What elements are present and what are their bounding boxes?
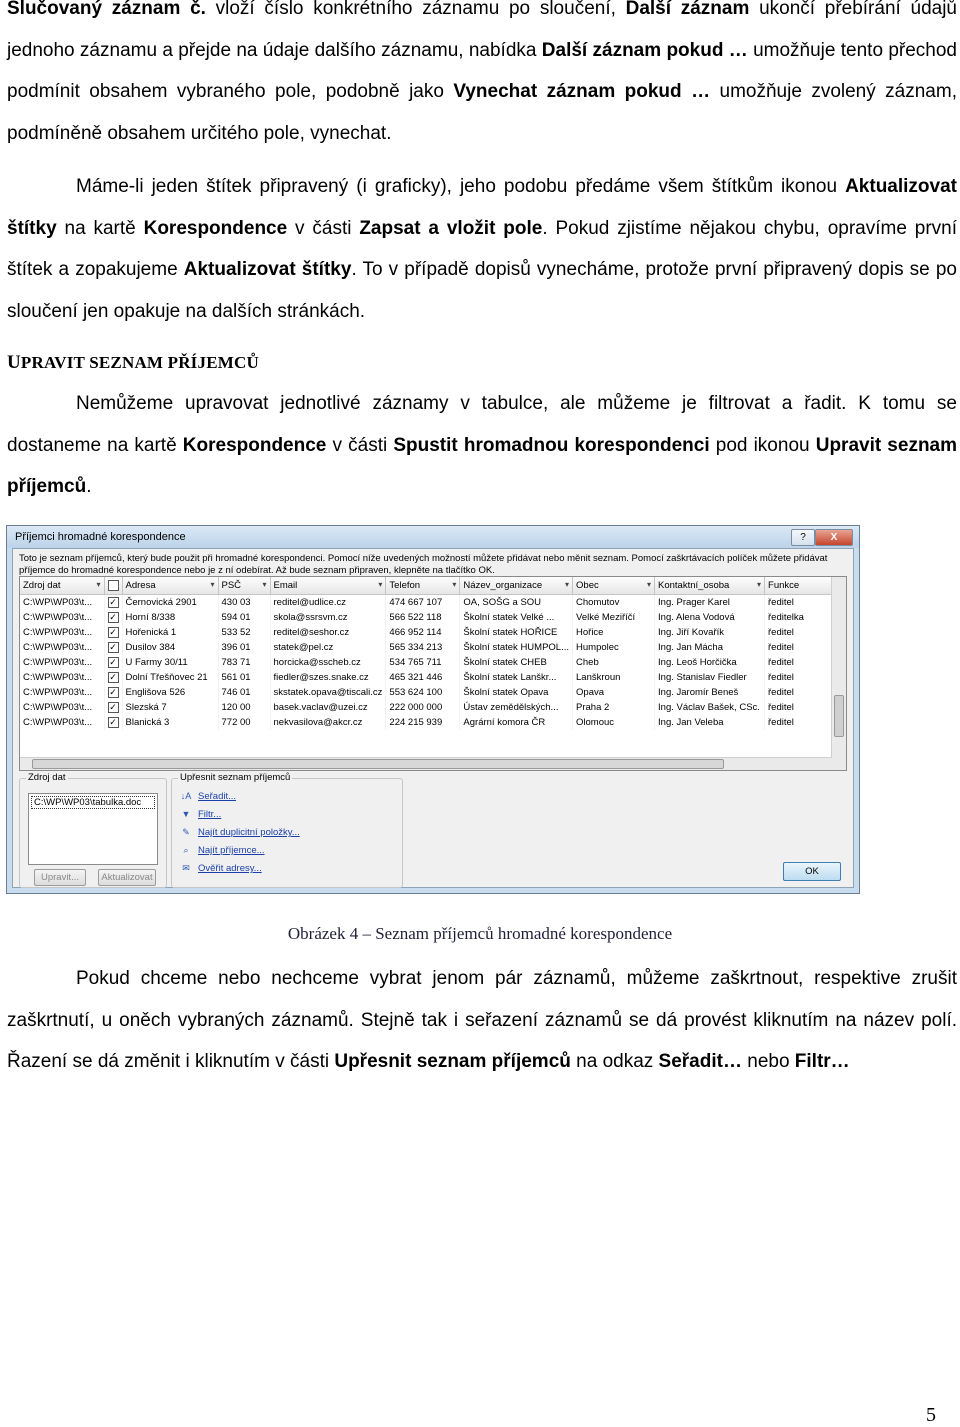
column-header[interactable]: Telefon ▾ — [386, 577, 460, 595]
row-checkbox[interactable]: ✓ — [109, 596, 117, 607]
refine-list-group — [171, 772, 403, 888]
table-cell: C:\WP\WP03\t... — [20, 670, 104, 685]
table-cell: ředitel — [765, 670, 842, 685]
table-cell: skstatek.opava@tiscali.cz — [270, 685, 386, 700]
data-source-list[interactable] — [28, 793, 158, 865]
filter-icon: ▼ — [181, 809, 191, 819]
table-cell: Ing. Jan Mácha — [655, 640, 765, 655]
validate-address-icon: ✉ — [182, 863, 190, 873]
select-all-header[interactable] — [104, 577, 122, 595]
table-cell: Školní statek CHEB — [460, 655, 573, 670]
table-row[interactable] — [20, 685, 842, 700]
table-row[interactable] — [20, 715, 842, 730]
table-cell: fiedler@szes.snake.cz — [270, 670, 386, 685]
table-cell: Ing. Alena Vodová — [655, 610, 765, 625]
table-cell: C:\WP\WP03\t... — [20, 700, 104, 715]
table-cell: Ing. Jiří Kovařík — [655, 625, 765, 640]
column-header[interactable]: Obec ▾ — [573, 577, 655, 595]
row-checkbox[interactable]: ✓ — [109, 701, 117, 712]
data-source-item[interactable]: C:\WP\WP03\tabulka.doc — [31, 796, 155, 809]
chevron-down-icon[interactable]: ▾ — [378, 580, 383, 589]
row-checkbox[interactable]: ✓ — [109, 626, 117, 637]
column-header[interactable]: Email ▾ — [270, 577, 386, 595]
table-cell: Dolní Třešňovec 21 — [122, 670, 218, 685]
checkbox-cell[interactable] — [104, 685, 122, 700]
table-cell: Horní 8/338 — [122, 610, 218, 625]
chevron-down-icon[interactable]: ▾ — [647, 580, 652, 589]
table-cell: C:\WP\WP03\t... — [20, 595, 104, 611]
table-row[interactable] — [20, 655, 842, 670]
section-heading: UPRAVIT SEZNAM PŘÍJEMCŮ — [7, 352, 259, 373]
table-cell: Ing. Jan Veleba — [655, 715, 765, 730]
table-cell: Humpolec — [573, 640, 655, 655]
data-source-legend: Zdroj dat — [28, 772, 66, 783]
table-cell: 533 52 — [218, 625, 270, 640]
sort-icon: ↓A — [180, 791, 192, 801]
column-header[interactable]: Zdroj dat ▾ — [20, 577, 104, 595]
checkbox-cell[interactable] — [104, 640, 122, 655]
page-number: 5 — [926, 1404, 936, 1426]
table-cell: 772 00 — [218, 715, 270, 730]
table-cell: nekvasilova@akcr.cz — [270, 715, 386, 730]
table-cell: C:\WP\WP03\t... — [20, 685, 104, 700]
table-cell: skola@ssrsvm.cz — [270, 610, 386, 625]
dialog-title: Příjemci hromadné korespondence — [15, 531, 186, 543]
table-cell: ředitel — [765, 700, 842, 715]
refine-link-sort[interactable]: ↓A Seřadit... — [180, 791, 237, 803]
checkbox-cell[interactable] — [104, 700, 122, 715]
table-cell: Hořenická 1 — [122, 625, 218, 640]
column-header[interactable]: Adresa ▾ — [122, 577, 218, 595]
paragraph-merge-fields: Slučovaný záznam č. vloží číslo konkrétního záznamu po sloučení, Další záznam ukončí přebírání údajů jednoho záznamu a přejde na údaje dalšího záznamu, nabídka Další záznam pokud … umožňuje tento přechod podmínit obsahem vybraného pole, podobně jako Vynechat záznam pokud … umožňuje zvolený záznam, podmíněně obsahem určitého pole, vynechat. — [7, 0, 958, 144]
table-row[interactable] — [20, 610, 842, 625]
table-row[interactable] — [20, 700, 842, 715]
table-cell: 783 71 — [218, 655, 270, 670]
table-cell: statek@pel.cz — [270, 640, 386, 655]
checkbox-cell[interactable] — [104, 670, 122, 685]
table-row[interactable] — [20, 595, 842, 611]
chevron-down-icon[interactable]: ▾ — [96, 580, 101, 589]
checkbox-cell[interactable] — [104, 595, 122, 611]
table-row[interactable] — [20, 625, 842, 640]
table-cell: 474 667 107 — [386, 595, 460, 611]
table-cell: reditel@udlice.cz — [270, 595, 386, 611]
recipients-table — [19, 576, 847, 771]
table-cell: 746 01 — [218, 685, 270, 700]
table-cell: 534 765 711 — [386, 655, 460, 670]
recipients-dialog-screenshot — [6, 525, 860, 894]
chevron-down-icon[interactable]: ▾ — [565, 580, 570, 589]
help-button[interactable]: ? — [791, 529, 815, 546]
table-cell: Ústav zemědělských... — [460, 700, 573, 715]
table-cell: Englišova 526 — [122, 685, 218, 700]
vertical-scrollbar[interactable] — [831, 577, 846, 770]
table-cell: 553 624 100 — [386, 685, 460, 700]
data-source-group — [19, 772, 167, 888]
row-checkbox[interactable]: ✓ — [109, 686, 117, 697]
bold-term: Slučovaný záznam č. — [7, 0, 206, 19]
table-cell: ředitel — [765, 685, 842, 700]
row-checkbox[interactable]: ✓ — [109, 611, 117, 622]
table-cell: Cheb — [573, 655, 655, 670]
refresh-source-button[interactable]: Aktualizovat — [98, 869, 156, 886]
table-cell: Školní statek Opava — [460, 685, 573, 700]
table-cell: Ing. Prager Karel — [655, 595, 765, 611]
table-cell: Hořice — [573, 625, 655, 640]
table-cell: C:\WP\WP03\t... — [20, 625, 104, 640]
refine-list-legend: Upřesnit seznam příjemců — [180, 772, 291, 783]
refine-link-validate-address[interactable]: ✉ Ověřit adresy... — [180, 863, 262, 874]
table-cell: 465 321 446 — [386, 670, 460, 685]
ok-button[interactable]: OK — [783, 862, 841, 881]
table-cell: Ing. Stanislav Fiedler — [655, 670, 765, 685]
table-cell: Agrární komora ČR — [460, 715, 573, 730]
column-header[interactable]: Funkce — [765, 577, 842, 595]
chevron-down-icon[interactable]: ▾ — [262, 580, 267, 589]
refine-link-filter[interactable]: ▼ Filtr... — [181, 809, 222, 821]
table-row[interactable] — [20, 670, 842, 685]
column-header[interactable]: PSČ ▾ — [218, 577, 270, 595]
table-cell: ředitel — [765, 595, 842, 611]
table-cell: Školní statek Velké ... — [460, 610, 573, 625]
table-cell: Olomouc — [573, 715, 655, 730]
table-cell: C:\WP\WP03\t... — [20, 715, 104, 730]
table-cell: Blanická 3 — [122, 715, 218, 730]
table-cell: Opava — [573, 685, 655, 700]
table-cell: 566 522 118 — [386, 610, 460, 625]
table-cell: 224 215 939 — [386, 715, 460, 730]
dialog-body — [12, 548, 854, 888]
checkbox-cell[interactable] — [104, 655, 122, 670]
table-cell: Dusilov 384 — [122, 640, 218, 655]
figure-caption: Obrázek 4 – Seznam příjemců hromadné korespondence — [287, 924, 673, 943]
refine-link-duplicates[interactable]: ✎ Najít duplicitní položky... — [180, 827, 300, 838]
paragraph-select-sort: Pokud chceme nebo nechceme vybrat jenom pár záznamů, můžeme zaškrtnout, respektive zrušit zaškrtnutí, u oněch vybraných záznamů. Stejně tak i seřazení záznamů se dá provést kliknutím na název polí. Řazení se dá změnit i kliknutím v části Upřesnit seznam příjemců na odkaz Seřadit… nebo Filtr… — [7, 968, 957, 1072]
table-cell: 430 03 — [218, 595, 270, 611]
table-row[interactable] — [20, 640, 842, 655]
table-cell: Velké Meziříčí — [573, 610, 655, 625]
checkbox-cell[interactable] — [104, 610, 122, 625]
table-cell: OA, SOŠG a SOU — [460, 595, 573, 611]
chevron-down-icon[interactable]: ▾ — [757, 580, 762, 589]
table-cell: Slezská 7 — [122, 700, 218, 715]
table-cell: Ing. Jaromír Beneš — [655, 685, 765, 700]
checkbox-cell[interactable] — [104, 715, 122, 730]
column-header[interactable]: Název_organizace ▾ — [460, 577, 573, 595]
table-cell: Školní statek HOŘICE — [460, 625, 573, 640]
table-cell: C:\WP\WP03\t... — [20, 655, 104, 670]
select-all-checkbox[interactable] — [108, 580, 119, 591]
table-cell: Praha 2 — [573, 700, 655, 715]
table-cell: ředitel — [765, 640, 842, 655]
table-cell: ředitel — [765, 655, 842, 670]
checkbox-cell[interactable] — [104, 625, 122, 640]
table-cell: Lanškroun — [573, 670, 655, 685]
chevron-down-icon[interactable]: ▾ — [210, 580, 215, 589]
find-recipient-icon: ⌕ — [183, 845, 189, 855]
table-cell: Školní statek HUMPOL... — [460, 640, 573, 655]
table-cell: U Farmy 30/11 — [122, 655, 218, 670]
row-checkbox[interactable]: ✓ — [109, 716, 117, 727]
table-cell: Školní statek Lanškr... — [460, 670, 573, 685]
table-cell: ředitelka — [765, 610, 842, 625]
table-cell: ředitel — [765, 715, 842, 730]
horizontal-scrollbar[interactable] — [20, 757, 832, 770]
table-cell: Ing. Václav Bašek, CSc. — [655, 700, 765, 715]
table-cell: 594 01 — [218, 610, 270, 625]
table-cell: basek.vaclav@uzei.cz — [270, 700, 386, 715]
table-cell: 120 00 — [218, 700, 270, 715]
table-cell: ředitel — [765, 625, 842, 640]
table-cell: Chomutov — [573, 595, 655, 611]
row-checkbox[interactable]: ✓ — [109, 641, 117, 652]
paragraph-labels: Máme-li jeden štítek připravený (i graficky), jeho podobu předáme všem štítkům ikonou Aktualizovat štítky na kartě Korespondence v části Zapsat a vložit pole. Pokud zjistíme nějakou chybu, opravíme první štítek a zopakujeme Aktualizovat štítky. To v případě dopisů vynecháme, protože první připravený dopis se po sloučení jen opakuje na dalších stránkách. — [7, 176, 958, 322]
dialog-titlebar — [7, 526, 859, 548]
close-button[interactable]: X — [815, 529, 853, 546]
table-cell: C:\WP\WP03\t... — [20, 640, 104, 655]
chevron-down-icon[interactable]: ▾ — [452, 580, 457, 589]
table-cell: 396 01 — [218, 640, 270, 655]
table-cell: reditel@seshor.cz — [270, 625, 386, 640]
table-cell: 466 952 114 — [386, 625, 460, 640]
table-cell: Černovická 2901 — [122, 595, 218, 611]
row-checkbox[interactable]: ✓ — [109, 671, 117, 682]
table-cell: 561 01 — [218, 670, 270, 685]
table-cell: C:\WP\WP03\t... — [20, 610, 104, 625]
duplicates-icon: ✎ — [182, 827, 190, 837]
column-header[interactable]: Kontaktní_osoba ▾ — [655, 577, 765, 595]
table-cell: 222 000 000 — [386, 700, 460, 715]
table-cell: horcicka@sscheb.cz — [270, 655, 386, 670]
row-checkbox[interactable]: ✓ — [109, 656, 117, 667]
paragraph-edit-recipients: Nemůžeme upravovat jednotlivé záznamy v tabulce, ale můžeme je filtrovat a řadit. K tomu se dostaneme na kartě Korespondence v části Spustit hromadnou korespondenci pod ikonou Upravit seznam příjemců. — [7, 393, 958, 497]
table-cell: 565 334 213 — [386, 640, 460, 655]
table-cell: Ing. Leoš Horčička — [655, 655, 765, 670]
edit-source-button[interactable]: Upravit... — [34, 869, 86, 886]
dialog-info-text: Toto je seznam příjemců, který bude použit při hromadné korespondenci. Pomocí níže uvedených možností můžete přidávat nebo měnit seznam. Pomocí zaškrtávacích políček můžete přidávat příjemce do hromadné korespondence nebo je z ní odebírat. Až bude seznam připraven, klepněte na tlačítko OK. — [19, 553, 828, 576]
refine-link-find-recipient[interactable]: ⌕ Najít příjemce... — [180, 845, 265, 856]
